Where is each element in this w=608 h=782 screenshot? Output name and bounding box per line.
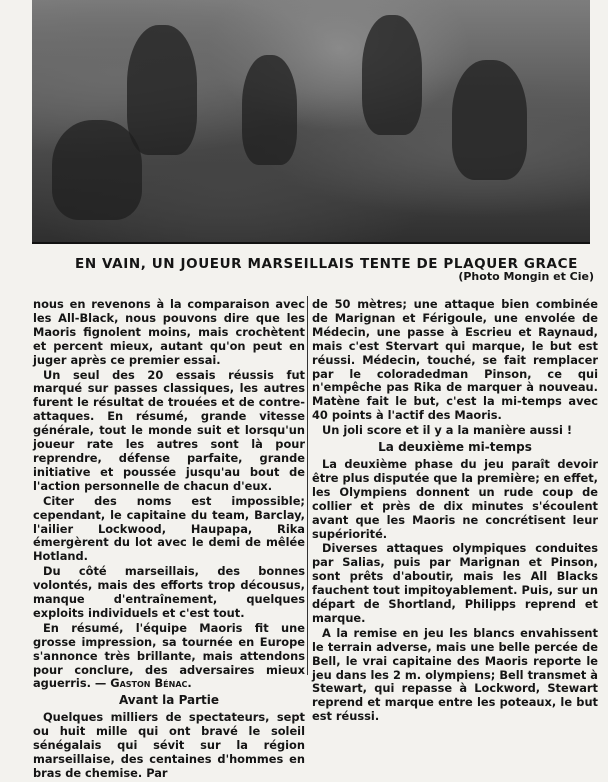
- match-photo: [32, 0, 590, 244]
- photo-caption: EN VAIN, UN JOUEUR MARSEILLAIS TENTE DE PLAQUER GRACE: [75, 256, 578, 272]
- paragraph: nous en revenons à la comparaison avec les All-Black, nous pouvons dire que les Maoris fignolent moins, mais crochètent et percent mieux, autant qu'on peut en juger après ce premier essai.: [33, 297, 305, 367]
- left-column: [33, 298, 305, 782]
- paragraph-text: En résumé, l'équipe Maoris fit une grosse impression, sa tournée en Europe s'annonce très brillante, mais attendons pour conclure, des adversaires mieux aguerris. —: [33, 620, 305, 691]
- paragraph: A la remise en jeu les blancs envahissent le terrain adverse, mais une belle percée de Bell, le vrai capitaine des Maoris reporte le jeu dans les 2 m. olympiens; Bell transmet à Stewart, qui repasse à Lockword, Stewart reprend et marque entre les poteaux, le but est réussi.: [312, 625, 598, 724]
- paragraph-with-signature: [33, 622, 305, 692]
- column-divider: [307, 296, 308, 675]
- player-figure: [242, 55, 297, 165]
- player-figure: [452, 60, 527, 180]
- section-heading: La deuxième mi-temps: [378, 440, 532, 455]
- paragraph: Citer des noms est impossible; cependant, le capitaine du team, Barclay, l'ailier Lockwood, Haupapa, Rika émergèrent du lot avec le demi de mêlée Hotland.: [33, 493, 305, 564]
- paragraph: Un seul des 20 essais réussis fut marqué sur passes classiques, les autres furent le résultat de trouées et de contre-attaques. En résumé, grande vitesse générale, tout le monde suit et lorsqu'un joueur rate les autres sont là pour reprendre, défense parfaite, grande initiative et poussée jusqu'au bout de l'action personnelle de chacun d'eux.: [33, 367, 305, 493]
- paragraph: La deuxième phase du jeu paraît devoir être plus disputée que la première; en effet, les Olympiens donnent un rude coup de collier et près de dix minutes s'écoulent avant que les Maoris ne concrétisent leur supériorité.: [312, 456, 598, 541]
- signature: Gaston Bénac.: [110, 676, 192, 691]
- player-figure: [127, 25, 197, 155]
- paragraph: Un joli score et il y a la manière aussi !: [322, 423, 573, 438]
- photo-credit: (Photo Mongin et Cie): [458, 270, 594, 283]
- player-figure: [362, 15, 422, 135]
- paragraph: Diverses attaques olympiques conduites par Salias, puis par Marignan et Pinson, sont prêts d'aboutir, mais les All Blacks fauchent tout impitoyablement. Puis, sur un départ de Shortland, Philipps reprend et marque.: [312, 541, 598, 625]
- section-heading: Avant la Partie: [118, 693, 220, 708]
- paragraph: Quelques milliers de spectateurs, sept ou huit mille qui ont bravé le soleil sénégalais qui sévit sur la région marseillaise, des centaines d'hommes en bras de chemise. Par: [33, 710, 305, 780]
- paragraph: Du côté marseillais, des bonnes volontés, mais des efforts trop décousus, manque d'entraînement, quelques exploits individuels et c'est tout.: [33, 564, 305, 620]
- player-figure: [52, 120, 142, 220]
- right-column: [312, 298, 598, 725]
- paragraph: de 50 mètres; une attaque bien combinée de Marignan et Férigoule, une envolée de Médecin, une passe à Escrieu et Raynaud, mais c'est Stervart qui marque, le but est réussi. Médecin, touché, se fait remplacer par le coloradedman Pinson, ce qui n'empêche pas Rika de marquer à nouveau. Matène fait le but, c'est la mi-temps avec 40 points à l'actif des Maoris.: [312, 297, 598, 423]
